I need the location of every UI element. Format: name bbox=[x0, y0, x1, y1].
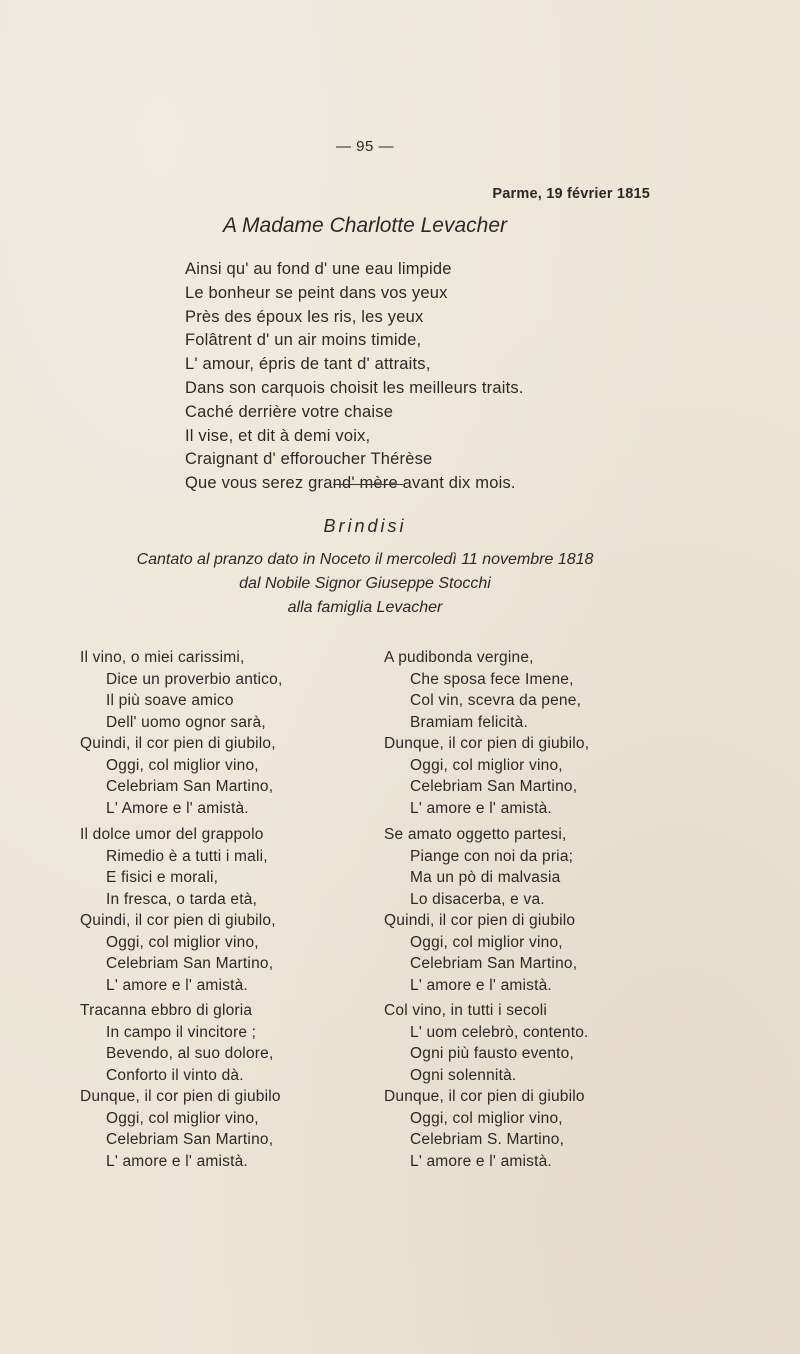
stanza-line: Col vin, scevra da pene, bbox=[410, 692, 582, 709]
stanza-line: Quindi, il cor pien di giubilo bbox=[384, 912, 576, 929]
stanza-line: Conforto il vinto dà. bbox=[106, 1066, 244, 1084]
stanza-line: Rimedio è a tutti i mali, bbox=[106, 847, 268, 865]
section-divider bbox=[333, 484, 403, 485]
stanza-line: L' amore e l' amistà. bbox=[106, 1152, 248, 1170]
stanza-line: Lo disacerba, e va. bbox=[410, 890, 545, 908]
poem-line: Près des époux les ris, les yeux bbox=[185, 307, 424, 326]
stanza-line: Dice un proverbio antico, bbox=[106, 670, 283, 688]
stanza bbox=[80, 647, 282, 819]
poem-line: Craignant d' efforoucher Thérèse bbox=[185, 450, 433, 469]
poem-line: Le bonheur se peint dans vos yeux bbox=[185, 283, 448, 302]
stanza-line: L' amore e l' amistà. bbox=[106, 976, 248, 994]
stanza-line: L' amore e l' amistà. bbox=[410, 799, 552, 817]
stanza-line: Il vino, o miei carissimi, bbox=[80, 649, 245, 666]
stanza bbox=[80, 824, 276, 996]
stanza bbox=[384, 1000, 589, 1172]
stanza-line: Bramiam felicità. bbox=[410, 713, 528, 731]
song-subtitle-line: Cantato al pranzo dato in Noceto il mercoledì 11 novembre 1818 bbox=[136, 551, 594, 568]
poem-line: Dans son carquois choisit les meilleurs traits. bbox=[185, 378, 524, 397]
poem-line: Ainsi qu' au fond d' une eau limpide bbox=[185, 260, 452, 278]
dateline: Parme, 19 février 1815 bbox=[492, 186, 650, 202]
stanza-line: Se amato oggetto partesi, bbox=[384, 826, 567, 843]
stanza-line: A pudibonda vergine, bbox=[384, 649, 534, 666]
poem-line: L' amour, épris de tant d' attraits, bbox=[185, 355, 431, 374]
stanza-line: In campo il vincitore ; bbox=[106, 1023, 257, 1041]
dedication-title: A Madame Charlotte Levacher bbox=[222, 214, 508, 237]
poem-line: Que vous serez grand' mère avant dix mois. bbox=[185, 474, 516, 493]
stanza-line: Dell' uomo ognor sarà, bbox=[106, 713, 266, 731]
stanza bbox=[80, 1000, 281, 1172]
stanza-line: Celebriam San Martino, bbox=[106, 778, 274, 795]
stanza-line: Celebriam San Martino, bbox=[106, 1131, 274, 1148]
stanza-line: Il dolce umor del grappolo bbox=[80, 826, 264, 843]
stanza-line: Bevendo, al suo dolore, bbox=[106, 1045, 274, 1062]
stanza-line: L' uom celebrò, contento. bbox=[410, 1023, 589, 1041]
stanza-line: L' amore e l' amistà. bbox=[410, 976, 552, 994]
stanza-line: Che sposa fece Imene, bbox=[410, 670, 574, 688]
stanza-line: Dunque, il cor pien di giubilo, bbox=[384, 735, 590, 752]
french-poem bbox=[185, 258, 524, 496]
song-subtitle-line: dal Nobile Signor Giuseppe Stocchi bbox=[239, 575, 491, 592]
stanza-line: Col vino, in tutti i secoli bbox=[384, 1002, 548, 1019]
stanza-line: Ogni solennità. bbox=[410, 1066, 517, 1084]
stanza-line: Il più soave amico bbox=[106, 692, 234, 709]
stanza-line: Oggi, col miglior vino, bbox=[410, 756, 563, 774]
stanza-line: Oggi, col miglior vino, bbox=[106, 1109, 259, 1127]
song-subtitle-line: alla famiglia Levacher bbox=[287, 599, 443, 616]
stanza-line: Oggi, col miglior vino, bbox=[106, 933, 259, 951]
stanza-line: Ogni più fausto evento, bbox=[410, 1045, 575, 1062]
stanza-line: Oggi, col miglior vino, bbox=[106, 756, 259, 774]
poem-line: Folâtrent d' un air moins timide, bbox=[185, 331, 422, 350]
stanza-line: Dunque, il cor pien di giubilo bbox=[80, 1088, 281, 1105]
stanza-line: Oggi, col miglior vino, bbox=[410, 933, 563, 951]
stanza-line: Quindi, il cor pien di giubilo, bbox=[80, 735, 276, 752]
stanza-line: Oggi, col miglior vino, bbox=[410, 1109, 563, 1127]
poem-line: Il vise, et dit à demi voix, bbox=[185, 426, 371, 445]
stanza-line: Tracanna ebbro di gloria bbox=[80, 1002, 253, 1019]
stanza-line: Ma un pò di malvasia bbox=[410, 869, 561, 886]
page-number: — 95 — bbox=[335, 138, 395, 155]
stanza-line: L' Amore e l' amistà. bbox=[106, 799, 249, 817]
poem-line: Caché derrière votre chaise bbox=[185, 402, 394, 421]
stanza bbox=[384, 824, 577, 996]
stanza-line: Celebriam San Martino, bbox=[106, 955, 274, 972]
stanza-line: E fisici e morali, bbox=[106, 869, 219, 886]
stanza bbox=[384, 647, 589, 819]
stanza-line: Quindi, il cor pien di giubilo, bbox=[80, 912, 276, 929]
stanza-line: Piange con noi da pria; bbox=[410, 847, 574, 865]
stanza-line: Celebriam San Martino, bbox=[410, 778, 578, 795]
stanza-line: L' amore e l' amistà. bbox=[410, 1152, 552, 1170]
stanza-line: Celebriam San Martino, bbox=[410, 955, 578, 972]
stanza-line: Celebriam S. Martino, bbox=[410, 1131, 565, 1148]
stanza-line: In fresca, o tarda età, bbox=[106, 890, 258, 908]
stanza-line: Dunque, il cor pien di giubilo bbox=[384, 1088, 585, 1105]
song-title: Brindisi bbox=[323, 516, 407, 536]
